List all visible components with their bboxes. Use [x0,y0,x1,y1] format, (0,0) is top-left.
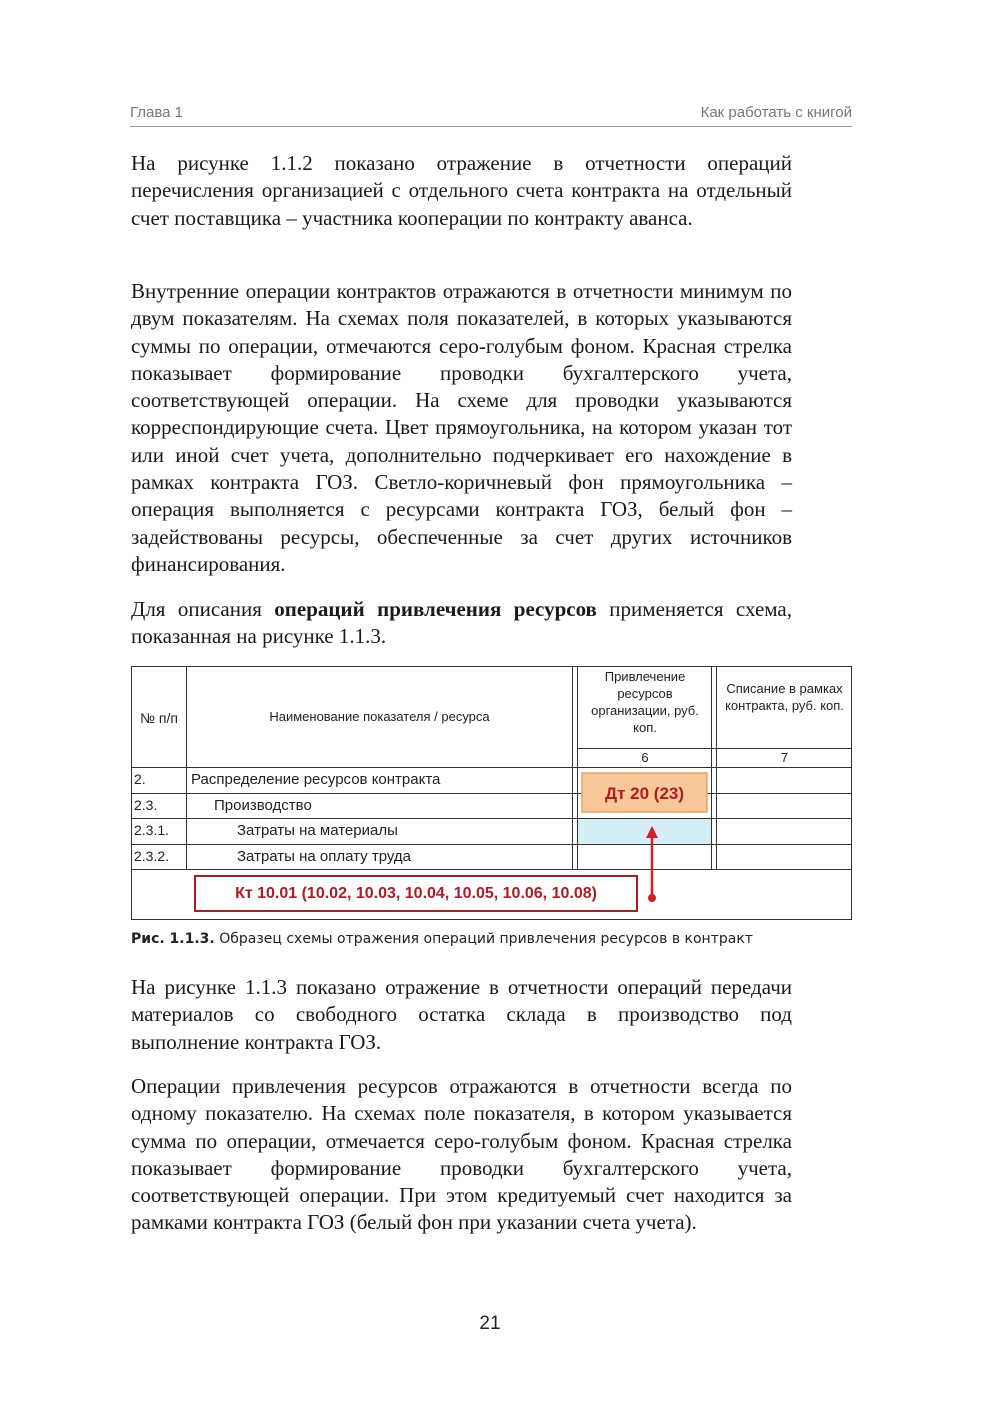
highlight-cell [578,819,711,844]
row-name: Распределение ресурсов контракта [191,771,441,788]
col7-number: 7 [780,750,789,765]
running-header [130,102,852,127]
credit-label: Кт 10.01 (10.02, 10.03, 10.04, 10.05, 10.06, 10.08) [235,885,597,902]
row-name: Производство [214,797,312,814]
col-num-header: № п/п [140,710,178,726]
paragraph-4: На рисунке 1.1.3 показано отражение в отчетности операций передачи материалов со свободного остатка склада в производство под выполнение контракта ГОЗ. [131,975,792,1054]
row-num: 2.3.1. [134,822,170,838]
paragraph-3-bold-term: операций привлечения ресурсов [274,597,597,621]
col6-number: 6 [641,750,649,765]
paragraph-1: На рисунке 1.1.2 показано отражение в отчетности операций перечисления организацией с отдельного счета контракта на отдельный счет поставщика – участника кооперации по контракту аванса. [131,151,792,230]
caption-label: Рис. 1.1.3. [131,931,215,947]
arrow-dot [648,894,656,902]
figure-table [131,666,852,920]
figure-caption [131,931,853,947]
paragraph-2: Внутренние операции контрактов отражаются в отчетности минимум по двум показателям. На схемах поля показателей, в которых указываются суммы по операции, отмечаются серо-голубым фоном. Красная стрелка показывает формирование проводки бухгалтерского учета, соответствующей операции. На схеме для проводки указываются корреспондирующие счета. Цвет прямоугольника, на котором указан тот или иной счет учета, дополнительно подчеркивает его нахождение в рамках контракта ГОЗ. Светло-коричневый фон прямоугольника – операция выполняется с ресурсами контракта ГОЗ, белый фон – задействованы ресурсы, обеспеченные за счет других источников финансирования. [131,279,792,576]
paragraph-5: Операции привлечения ресурсов отражаются в отчетности всегда по одному показателю. На схемах поле показателя, в котором указывается сумма по операции, отмечается серо-голубым фоном. Красная стрелка показывает формирование проводки бухгалтерского учета, соответствующей операции. При этом кредитуемый счет находится за рамками контракта ГОЗ (белый фон при указании счета учета). [131,1074,792,1235]
debit-label: Дт 20 (23) [604,784,685,803]
row-num: 2.3. [134,797,158,813]
col7-header: Списание в рамках контракта, руб. коп. [725,681,844,713]
section-label: Как работать с книгой [700,104,852,121]
row-name: Затраты на оплату труда [237,848,411,865]
col6-header: Привлечение ресурсов организации, руб. коп. [591,669,699,735]
chapter-label: Глава 1 [130,104,184,121]
page-number: 21 [479,1313,501,1334]
paragraph-3-text-end: применяется схема, показанная на рисунке 1.1.3. [131,597,792,649]
paragraph-3-text-start: Для описания [131,597,275,621]
row-name: Затраты на материалы [237,822,398,839]
col-name-header: Наименование показателя / ресурса [269,709,490,724]
row-num: 2. [134,771,146,787]
caption-text: Образец схемы отражения операций привлечения ресурсов в контракт [214,931,753,947]
row-num: 2.3.2. [134,848,170,864]
paragraph-3 [131,596,792,651]
